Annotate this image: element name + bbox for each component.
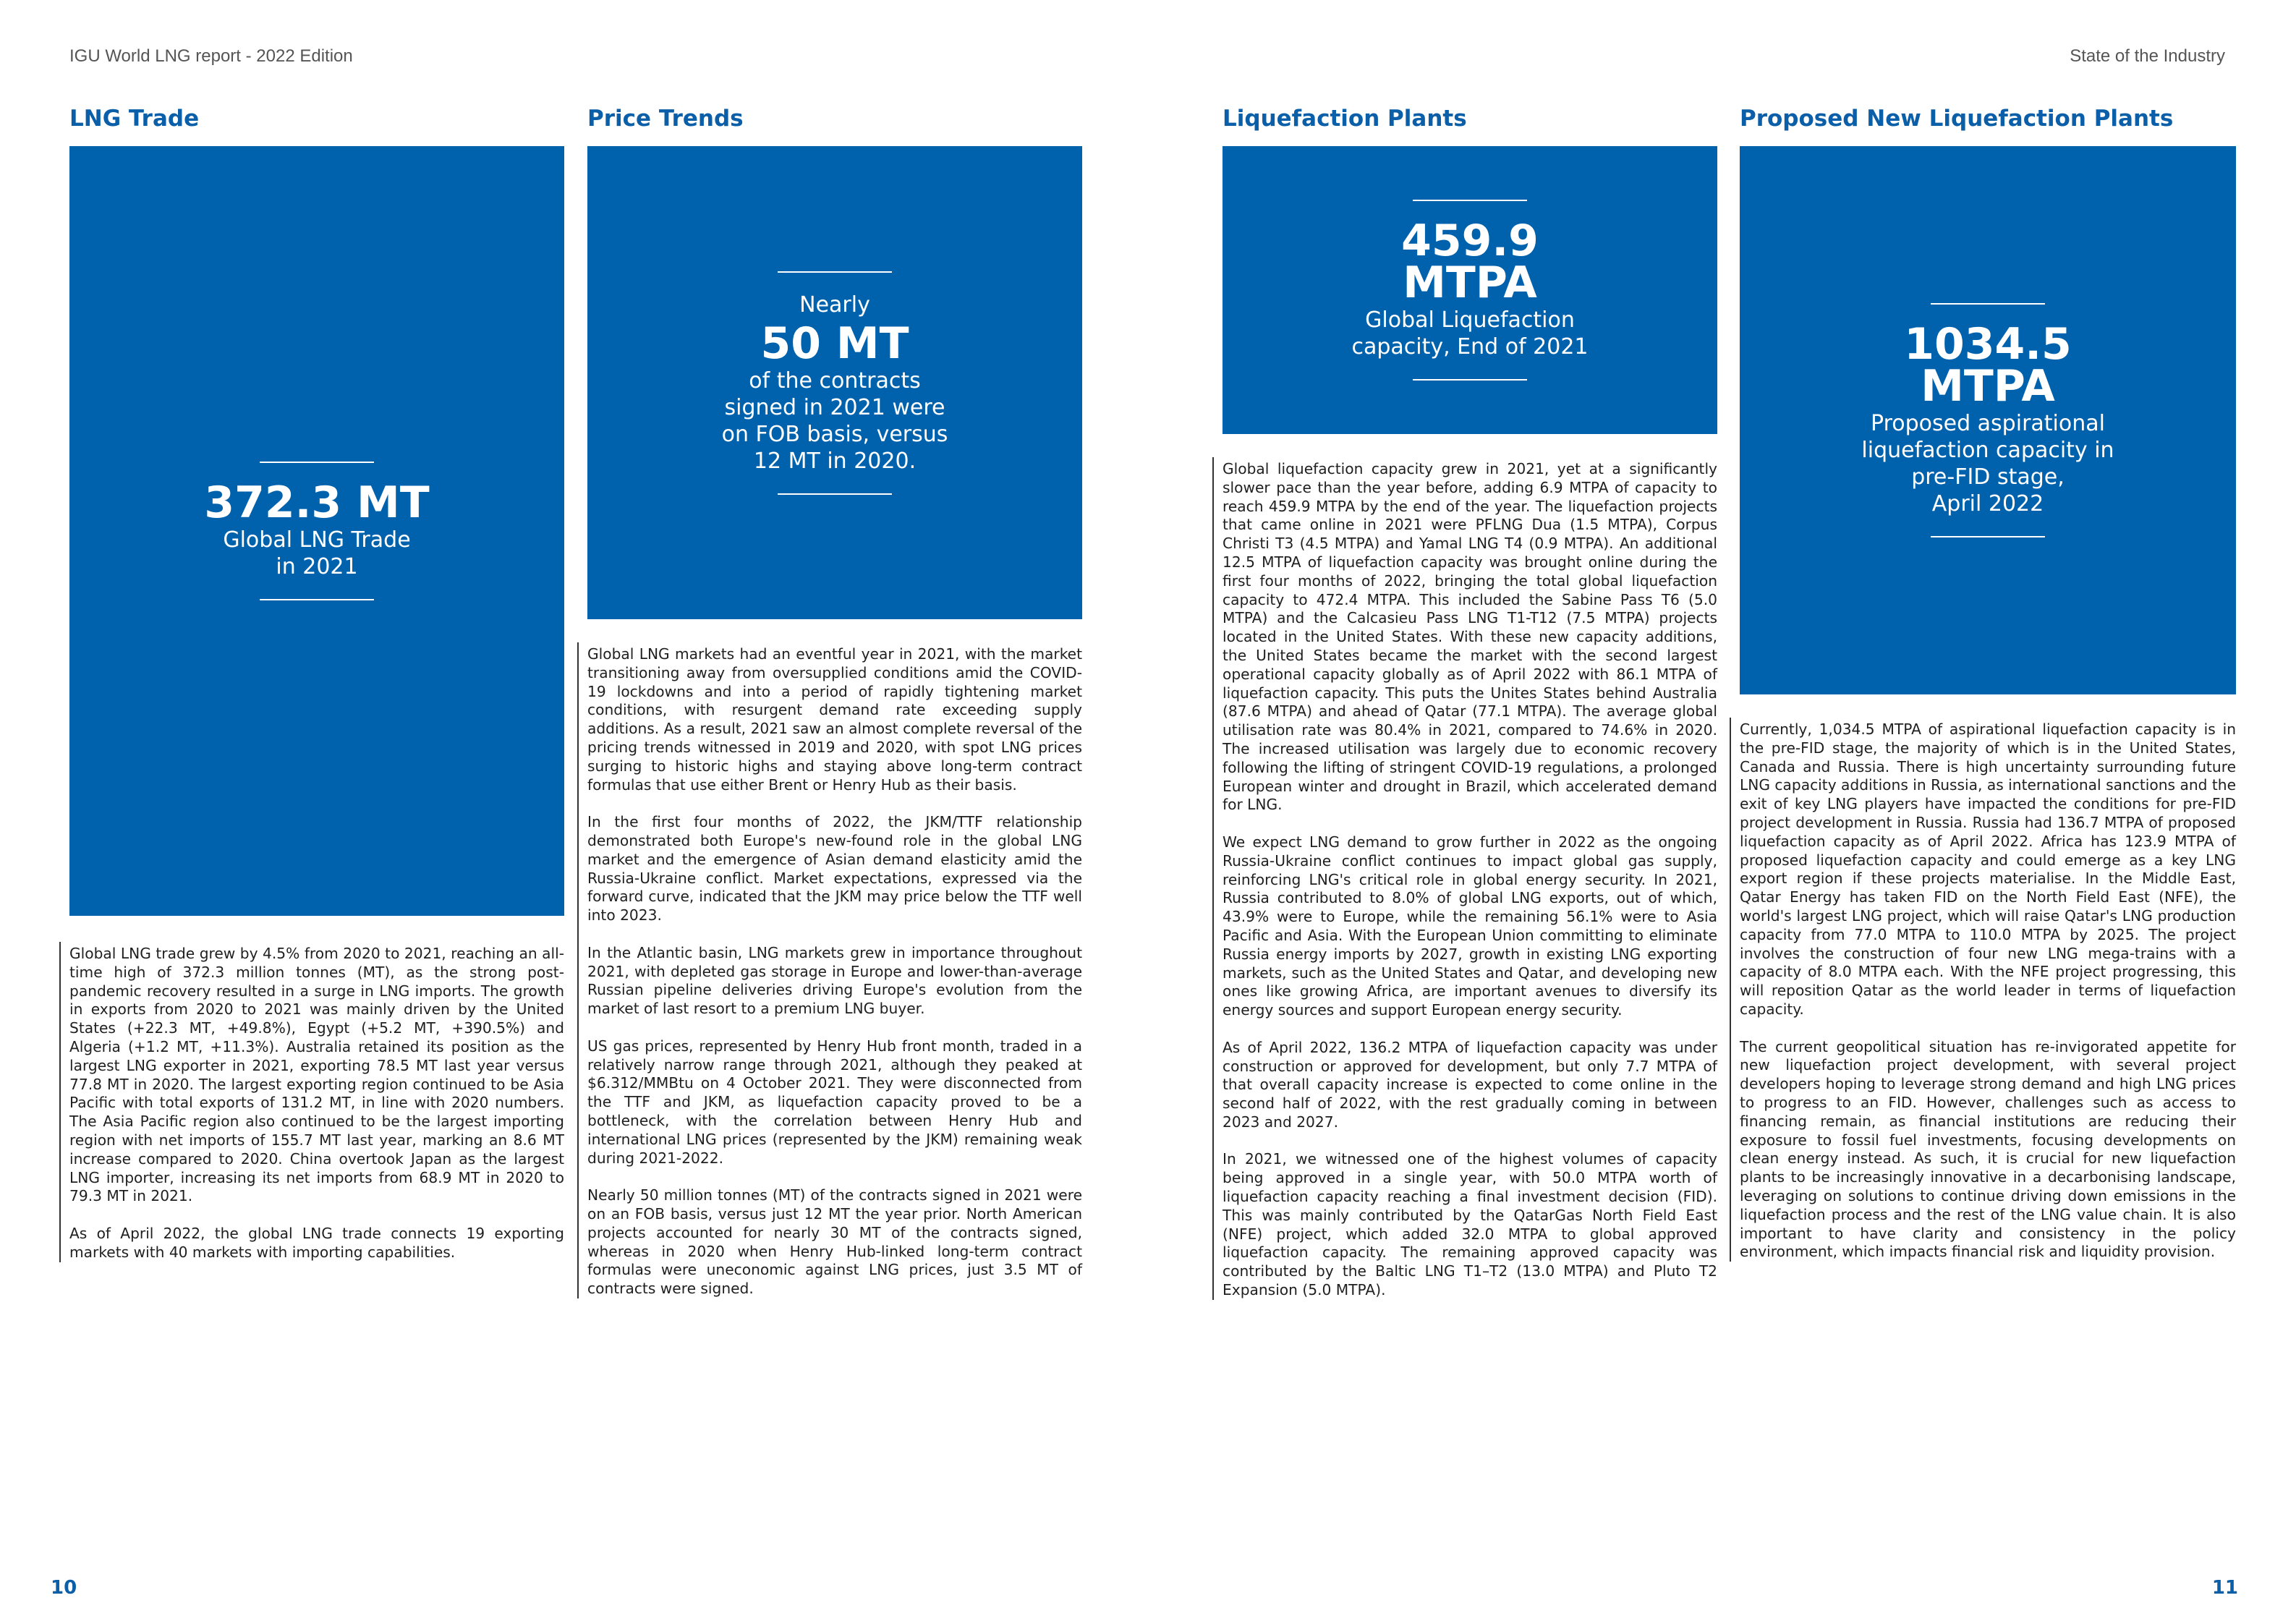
box-rule-bottom: [1413, 379, 1527, 381]
body-text: [1223, 460, 1717, 1300]
highlight-caption: of the contracts signed in 2021 were on FOB basis, versus 12 MT in 2020.: [721, 367, 948, 474]
paragraph: Nearly 50 million tonnes (MT) of the contracts signed in 2021 were on an FOB basis, versus just 12 MT the year prior. North American projects accounted for nearly 30 MT of the contracts signed, whereas in 2020 when Henry Hub-linked long-term contract formulas were uneconomic against LNG prices, just 3.5 MT of contracts were signed.: [587, 1186, 1082, 1298]
section-title: Liquefaction Plants: [1223, 106, 1467, 132]
running-header-left: IGU World LNG report - 2022 Edition: [69, 46, 353, 66]
box-rule-top: [1413, 200, 1527, 201]
highlight-box: [1223, 146, 1717, 434]
section-title: Price Trends: [587, 106, 744, 132]
box-rule-top: [1931, 303, 2045, 305]
highlight-figure: 1034.5 MTPA: [1904, 319, 2072, 412]
highlight-figure: 372.3 MT: [204, 477, 430, 528]
highlight-box: [587, 146, 1082, 619]
paragraph: US gas prices, represented by Henry Hub front month, traded in a relatively narrow range through 2021, although they peaked at $6.312/MMBtu on 4 October 2021. They were disconnected from the TTF and JKM, as liquefaction capacity proved to be a bottleneck, with the correlation between Henry Hub and international LNG prices (represented by the JKM) remaining weak during 2021-2022.: [587, 1037, 1082, 1167]
paragraph: As of April 2022, the global LNG trade connects 19 exporting markets with 40 markets with importing capabilities.: [69, 1224, 564, 1261]
column-liquefaction-plants: [1223, 106, 1717, 1300]
body-text: [587, 645, 1082, 1298]
running-header-right: State of the Industry: [2070, 46, 2225, 66]
column-proposed-liquefaction-plants: [1740, 106, 2236, 1262]
highlight-figure: 50 MT: [760, 318, 909, 369]
section-title: LNG Trade: [69, 106, 200, 132]
box-rule-top: [260, 462, 374, 463]
paragraph: In the first four months of 2022, the JKM/TTF relationship demonstrated both Europe's new-found role in the global LNG market and the emergence of Asian demand elasticity amid the Russia-Ukraine conflict. Market expectations, expressed via the forward curve, indicated that the JKM may price below the TTF well into 2023.: [587, 813, 1082, 924]
highlight-box: [69, 146, 564, 916]
highlight-figure: 459.9 MTPA: [1401, 216, 1539, 308]
paragraph: In 2021, we witnessed one of the highest volumes of capacity being approved in a single year, with 50.0 MTPA worth of liquefaction capacity reaching a final investment decision (FID). This was mainly contributed by the QatarGas North Field East (NFE) project, which added 32.0 MTPA to global approved liquefaction capacity. The remaining approved capacity was contributed by the Baltic LNG T1–T2 (13.0 MTPA) and Pluto T2 Expansion (5.0 MTPA).: [1223, 1150, 1717, 1299]
highlight-box: [1740, 146, 2236, 694]
paragraph: The current geopolitical situation has re-invigorated appetite for new liquefaction project development, with several project developers hoping to leverage strong demand and high LNG prices to progress to an FID. However, challenges such as access to financing remain, as financial institutions are reducing their exposure to fossil fuel investments, focusing developments on clean energy instead. As such, it is crucial for new liquefaction plants to be increasingly innovative in a decarbonising landscape, leveraging on solutions to continue driving down emissions in the liquefaction process and the rest of the LNG value chain. It is also important to have clarity and consistency in the policy environment, which impacts financial risk and liquidity provision.: [1740, 1037, 2236, 1261]
paragraph: We expect LNG demand to grow further in 2022 as the ongoing Russia-Ukraine conflict continues to impact global gas supply, reinforcing LNG's critical role in global energy security. In 2021, Russia contributed to 8.0% of global LNG exports, out of which, 43.9% were to Europe, while the remaining 56.1% were to Asia Pacific and Asia. With the European Union committing to eliminate Russia energy imports by 2027, growth in existing LNG exporting markets, such as the United States and Qatar, and developing new ones like growing Africa, are important avenues to diversify its energy sources and support European energy security.: [1223, 833, 1717, 1019]
box-rule-top: [778, 271, 892, 273]
highlight-caption: Proposed aspirational liquefaction capacity in pre-FID stage, April 2022: [1861, 411, 2114, 516]
paragraph: Currently, 1,034.5 MTPA of aspirational liquefaction capacity is in the pre-FID stage, the majority of which is in the United States, Canada and Russia. There is high uncertainty surrounding future LNG capacity additions in Russia, as international sanctions and the exit of key LNG players have impacted the conditions for pre-FID project development in Russia. Russia had 136.7 MTPA of proposed liquefaction capacity as of April 2022. Africa has 123.9 MTPA of proposed liquefaction capacity and could emerge as a key LNG export region if these projects materialise. In the Middle East, Qatar Energy has taken FID on the North Field East (NFE), the world's largest LNG project, which will raise Qatar's LNG production capacity from 77.0 MTPA to 110.0 MTPA by 2025. The project involves the construction of four new LNG mega-trains with a capacity of 8.0 MTPA each. With the NFE project progressing, this will reposition Qatar as the world leader in terms of liquefaction capacity.: [1740, 720, 2236, 1018]
box-rule-bottom: [260, 599, 374, 600]
box-rule-bottom: [1931, 536, 2045, 537]
paragraph: Global LNG markets had an eventful year in 2021, with the market transitioning away from oversupplied conditions amid the COVID-19 lockdowns and into a period of rapidly tightening market conditions, with resurgent demand rate exceeding supply additions. As a result, 2021 saw an almost complete reversal of the pricing trends witnessed in 2019 and 2020, with spot LNG prices surging to historic highs and staying above long-term contract formulas that use either Brent or Henry Hub as their basis.: [587, 645, 1082, 794]
highlight-caption: Global LNG Trade in 2021: [223, 527, 411, 579]
page-number-left: 10: [51, 1577, 77, 1599]
box-rule-bottom: [778, 493, 892, 495]
section-title: Proposed New Liquefaction Plants: [1740, 106, 2174, 132]
column-price-trends: [587, 106, 1082, 1298]
paragraph: Global LNG trade grew by 4.5% from 2020 to 2021, reaching an all-time high of 372.3 million tonnes (MT), as the strong post-pandemic recovery resulted in a surge in LNG imports. The growth in exports from 2020 to 2021 was mainly driven by the United States (+22.3 MT, +49.8%), Egypt (+5.2 MT, +390.5%) and Algeria (+1.2 MT, +11.3%). Australia retained its position as the largest LNG exporter in 2021, exporting 78.5 MT last year versus 77.8 MT in 2020. The largest exporting region continued to be Asia Pacific with total exports of 131.2 MT, in line with 2020 numbers. The Asia Pacific region also continued to be the largest importing region with net imports of 155.7 MT last year, marking an 8.6 MT increase compared to 2020. China overtook Japan as the largest LNG importer, increasing its net imports from 68.9 MT in 2020 to 79.3 MT in 2021.: [69, 945, 564, 1205]
paragraph: Global liquefaction capacity grew in 2021, yet at a significantly slower pace than the year before, adding 6.9 MTPA of capacity to reach 459.9 MTPA by the end of the year. The liquefaction projects that came online in 2021 were PFLNG Dua (1.5 MTPA), Corpus Christi T3 (4.5 MTPA) and Yamal LNG T4 (0.9 MTPA). An additional 12.5 MTPA of liquefaction capacity was brought online during the first four months of 2022, bringing the total global liquefaction capacity to 472.4 MTPA. This included the Sabine Pass T6 (5.0 MTPA) and the Calcasieu Pass LNG T1-T12 (7.5 MTPA) projects located in the United States. With these new capacity additions, the United States became the market with the second largest operational capacity globally as of April 2022 with 86.1 MTPA of liquefaction capacity. This puts the Unites States behind Australia (87.6 MTPA) and ahead of Qatar (77.1 MTPA). The average global utilisation rate was 80.4% in 2021, compared to 74.6% in 2020. The increased utilisation was largely due to economic recovery following the lifting of stringent COVID-19 regulations, a prolonged European winter and drought in Brazil, which accelerated demand for LNG.: [1223, 460, 1717, 814]
body-text: [1740, 720, 2236, 1262]
body-text: [69, 945, 564, 1262]
paragraph: As of April 2022, 136.2 MTPA of liquefaction capacity was under construction or approved for development, but only 7.7 MTPA of that overall capacity increase is expected to come online in the second half of 2022, with the rest gradually coming in between 2023 and 2027.: [1223, 1038, 1717, 1131]
highlight-caption: Global Liquefaction capacity, End of 2021: [1351, 307, 1589, 360]
page-number-right: 11: [2211, 1577, 2238, 1599]
paragraph: In the Atlantic basin, LNG markets grew in importance throughout 2021, with depleted gas storage in Europe and lower-than-average Russian pipeline deliveries driving Europe's evolution from the market of last resort to a premium LNG buyer.: [587, 943, 1082, 1018]
column-lng-trade: [69, 106, 564, 1262]
highlight-prefix: Nearly: [799, 292, 870, 318]
